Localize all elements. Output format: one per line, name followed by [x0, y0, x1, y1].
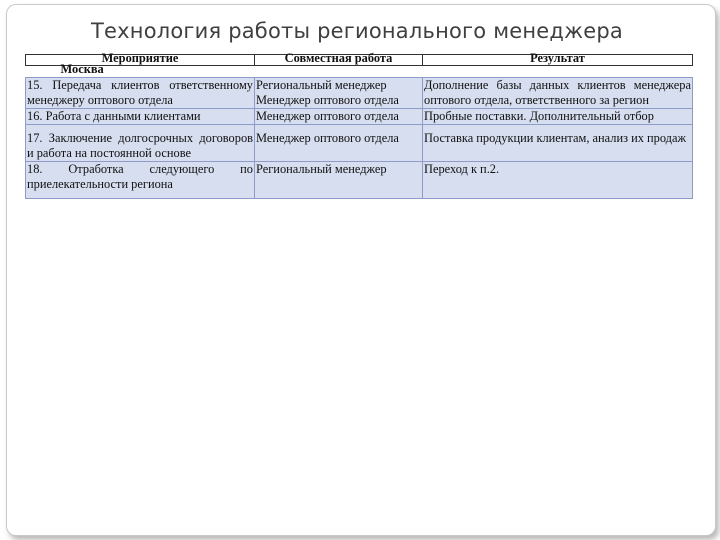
table-row — [26, 162, 693, 199]
technology-table — [25, 51, 693, 199]
cell-result: Пробные поставки. Дополнительный отбор — [423, 109, 693, 125]
header-result: Результат — [530, 51, 585, 65]
cell-event: 18. Отработка следующего по приелекательности региона — [26, 162, 255, 199]
cell-event: 15. Передача клиентов ответственному менеджеру оптового отдела — [27, 78, 253, 107]
cell-event: 17. Заключение долгосрочных договоров и работа на постоянной основе — [27, 131, 253, 160]
table-row — [26, 109, 693, 125]
slide — [6, 4, 716, 536]
cell-result: Поставка продукции клиентам, анализ их продаж — [423, 131, 693, 162]
header-event: Мероприятие — [101, 51, 179, 65]
cell-collab: Региональный менеджер Менеджер оптового отдела — [255, 78, 423, 109]
cell-event: 16. Работа с данными клиентами — [26, 109, 255, 125]
subheader-moscow: Москва — [60, 62, 104, 76]
table-row — [26, 131, 693, 162]
slide-title: Технология работы регионального менеджера — [91, 19, 623, 43]
cell-collab: Менеджер оптового отдела — [255, 109, 423, 125]
cell-collab: Менеджер оптового отдела — [255, 131, 423, 162]
cell-collab: Региональный менеджер — [255, 162, 423, 199]
table-subheader-row — [26, 66, 693, 78]
cell-result: Переход к п.2. — [423, 162, 693, 199]
header-collab: Совместная работа — [284, 51, 393, 65]
table-row — [26, 78, 693, 109]
cell-result: Дополнение базы данных клиентов менеджера оптового отдела, ответственного за регион — [424, 78, 691, 107]
